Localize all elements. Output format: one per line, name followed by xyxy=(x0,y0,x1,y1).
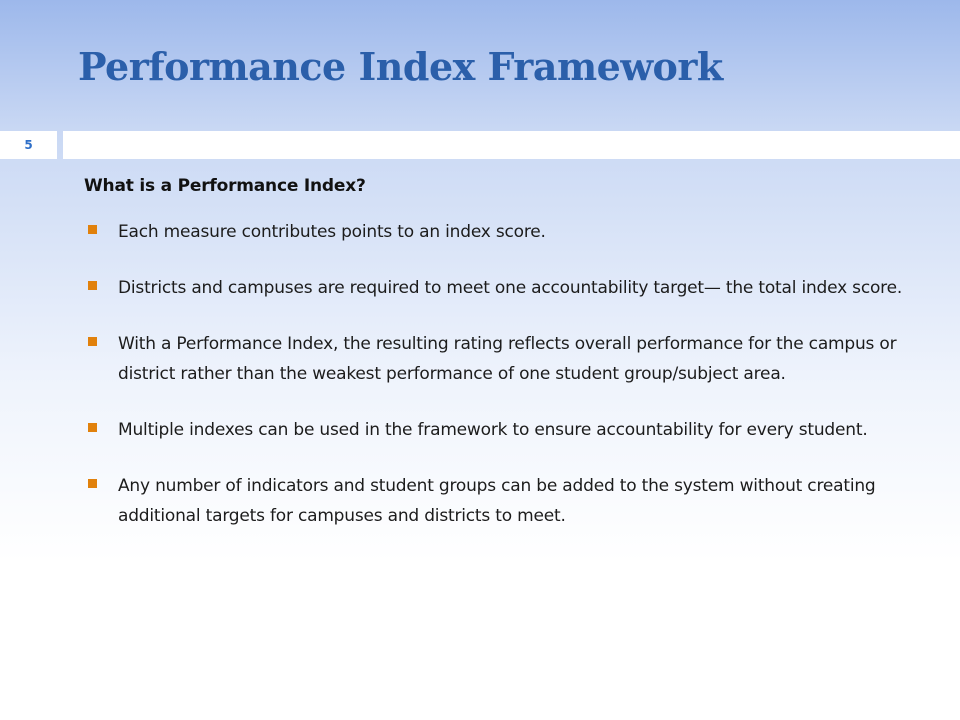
bullet-item xyxy=(84,273,904,303)
bullet-text: Any number of indicators and student groups can be added to the system without creating additional targets for campuses and districts to meet. xyxy=(118,476,876,526)
bullet-list xyxy=(84,217,904,531)
slide-number: 5 xyxy=(24,138,33,152)
slide-number-box xyxy=(0,131,57,159)
header-divider xyxy=(63,131,960,159)
square-bullet-icon xyxy=(88,225,97,234)
bullet-text: Multiple indexes can be used in the framework to ensure accountability for every student. xyxy=(118,420,868,440)
bullet-item xyxy=(84,471,904,531)
square-bullet-icon xyxy=(88,423,97,432)
content-heading: What is a Performance Index? xyxy=(84,176,366,196)
square-bullet-icon xyxy=(88,281,97,290)
bullet-item xyxy=(84,415,904,445)
slide-title: Performance Index Framework xyxy=(78,44,723,89)
slide-content xyxy=(84,176,904,557)
square-bullet-icon xyxy=(88,337,97,346)
bullet-item xyxy=(84,217,904,247)
bullet-text: Each measure contributes points to an index score. xyxy=(118,222,546,242)
bullet-text: With a Performance Index, the resulting rating reflects overall performance for the campus or district rather than the weakest performance of one student group/subject area. xyxy=(118,334,897,384)
bullet-item xyxy=(84,329,904,389)
bullet-text: Districts and campuses are required to meet one accountability target— the total index score. xyxy=(118,278,903,298)
square-bullet-icon xyxy=(88,479,97,488)
